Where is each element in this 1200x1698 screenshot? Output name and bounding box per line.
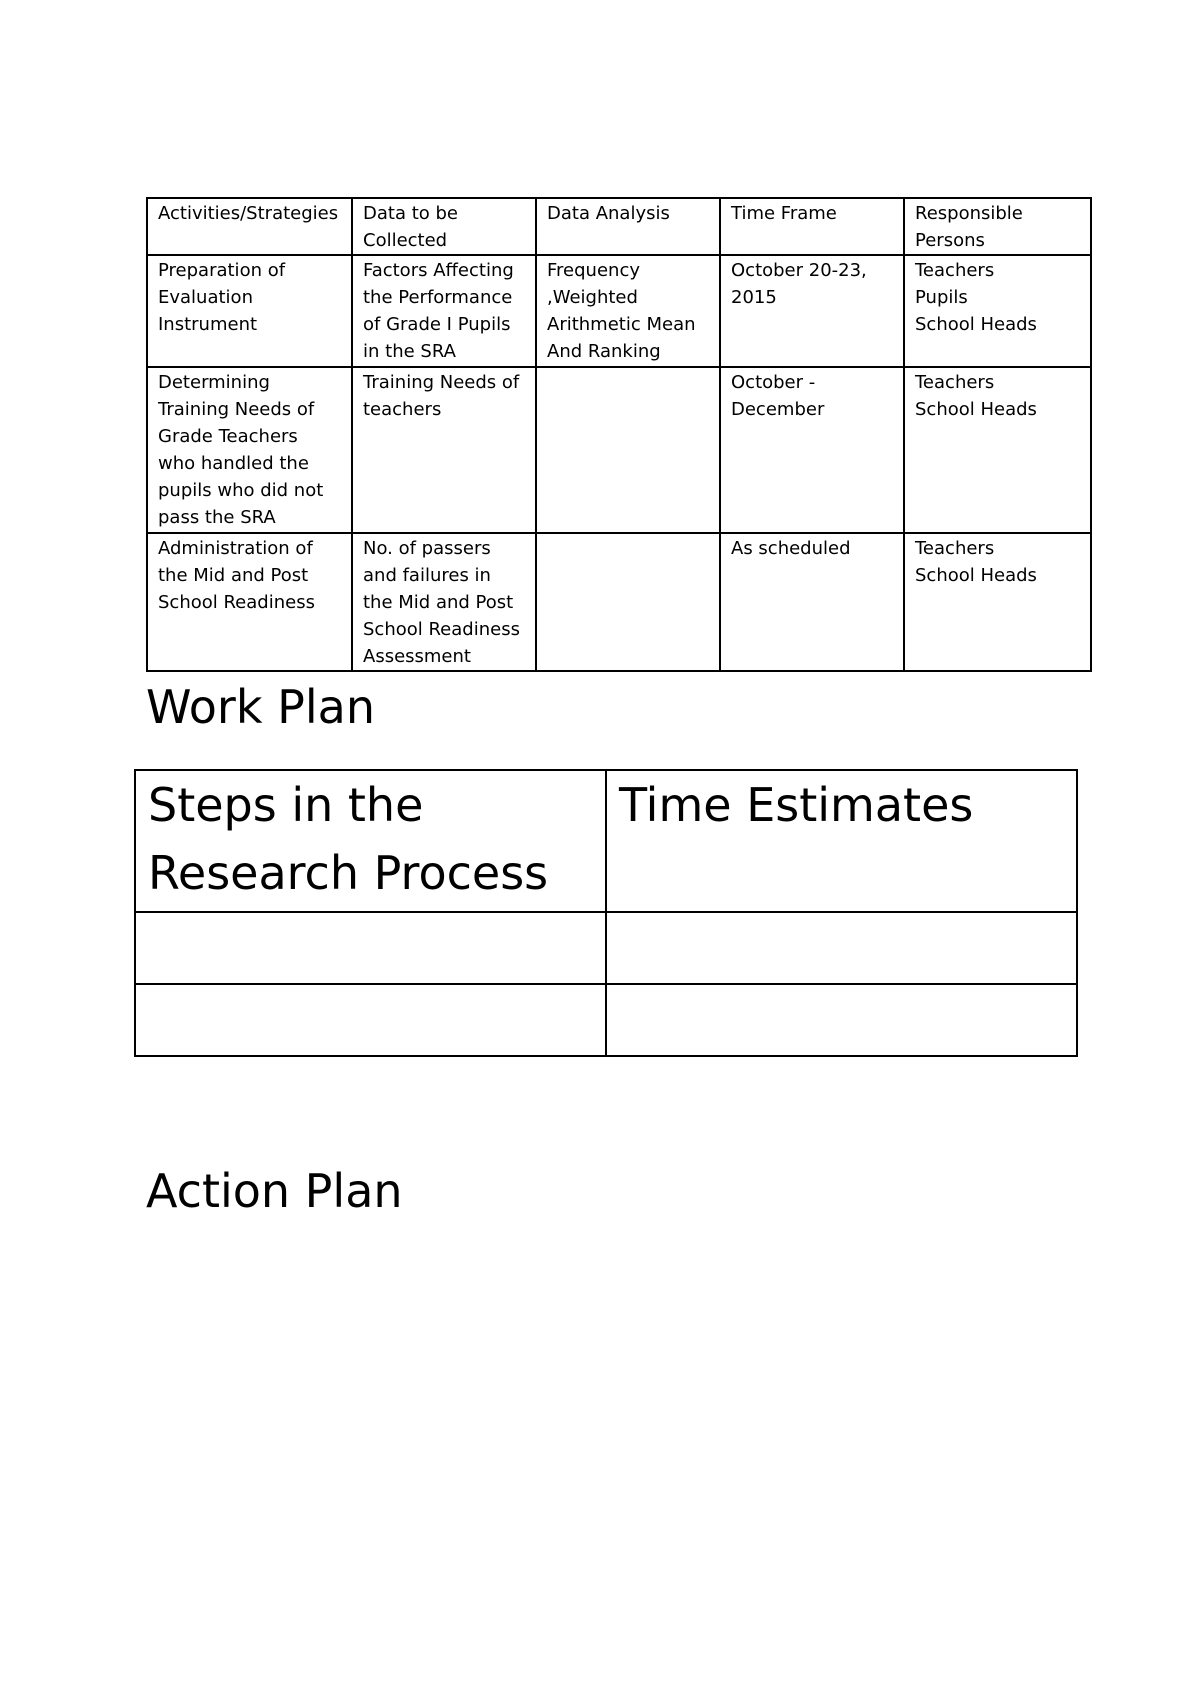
table-cell [536, 533, 720, 671]
table-cell [606, 912, 1077, 984]
header-cell: Time Frame [720, 198, 904, 255]
header-cell: Responsible Persons [904, 198, 1091, 255]
table-cell [135, 912, 606, 984]
table-cell: Preparation of Evaluation Instrument [147, 255, 352, 367]
table-cell: No. of passers and failures in the Mid and Post School Readiness Assessment [352, 533, 536, 671]
work-plan-table [134, 769, 1078, 1057]
table-row [135, 984, 1077, 1056]
table-cell [135, 984, 606, 1056]
work-plan-heading: Work Plan [146, 680, 375, 734]
table-cell: Training Needs of teachers [352, 367, 536, 533]
table-cell [606, 984, 1077, 1056]
table-cell: Teachers School Heads [904, 367, 1091, 533]
table-cell: Frequency ,Weighted Arithmetic Mean And Ranking [536, 255, 720, 367]
table-header-row [135, 770, 1077, 912]
header-cell: Data to be Collected [352, 198, 536, 255]
table-cell: Teachers School Heads [904, 533, 1091, 671]
table-row [147, 367, 1091, 533]
table-cell: Administration of the Mid and Post School Readiness [147, 533, 352, 671]
table-row [147, 533, 1091, 671]
table-header-row [147, 198, 1091, 255]
header-cell: Activities/Strategies [147, 198, 352, 255]
action-plan-heading: Action Plan [146, 1164, 403, 1218]
table-row [135, 912, 1077, 984]
table-cell: Teachers Pupils School Heads [904, 255, 1091, 367]
header-cell: Steps in the Research Process [135, 770, 606, 912]
table-cell: Determining Training Needs of Grade Teachers who handled the pupils who did not pass the SRA [147, 367, 352, 533]
table-cell: As scheduled [720, 533, 904, 671]
activities-table [146, 197, 1092, 672]
table-cell: Factors Affecting the Performance of Grade I Pupils in the SRA [352, 255, 536, 367]
header-cell: Data Analysis [536, 198, 720, 255]
table-cell: October 20-23, 2015 [720, 255, 904, 367]
table-row [147, 255, 1091, 367]
table-cell: October - December [720, 367, 904, 533]
table-cell [536, 367, 720, 533]
header-cell: Time Estimates [606, 770, 1077, 912]
